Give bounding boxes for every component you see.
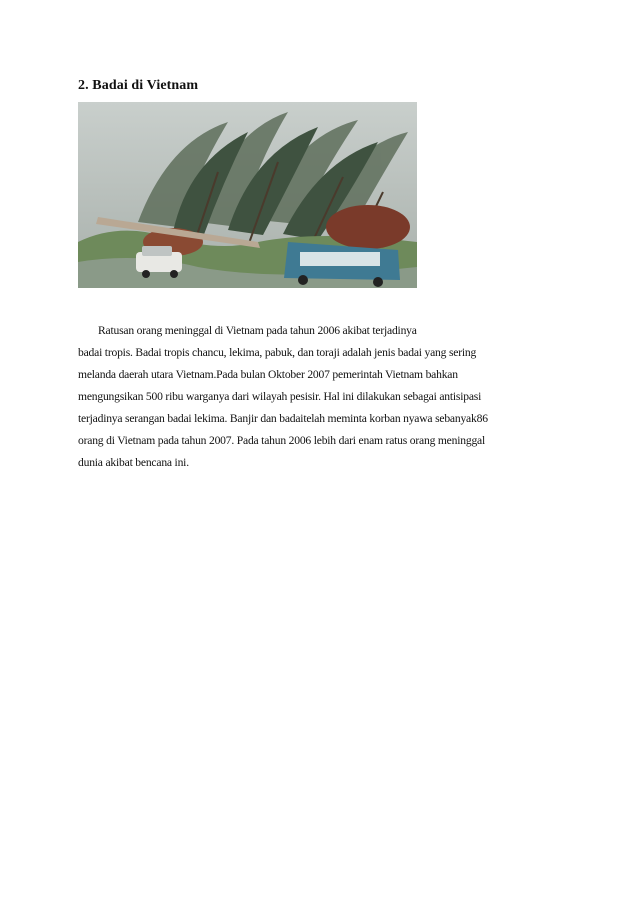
storm-photo — [78, 102, 417, 288]
paragraph-line: badai tropis. Badai tropis chancu, lekima, pabuk, dan toraji adalah jenis badai yang sering — [78, 346, 477, 359]
paragraph-line: melanda daerah utara Vietnam.Pada bulan Oktober 2007 pemerintah Vietnam bahkan — [78, 368, 458, 381]
paragraph-line: dunia akibat bencana ini. — [78, 456, 189, 469]
section-heading: 2. Badai di Vietnam — [78, 78, 199, 93]
article-paragraph — [78, 320, 558, 474]
paragraph-line: mengungsikan 500 ribu warganya dari wilayah pesisir. Hal ini dilakukan sebagai antisipasi — [78, 390, 482, 403]
paragraph-line: orang di Vietnam pada tahun 2007. Pada tahun 2006 lebih dari enam ratus orang meninggal — [78, 434, 486, 447]
paragraph-line: terjadinya serangan badai lekima. Banjir dan badaitelah meminta korban nyawa sebanyak86 — [78, 412, 488, 425]
paragraph-line: Ratusan orang meninggal di Vietnam pada tahun 2006 akibat terjadinya — [98, 324, 417, 337]
